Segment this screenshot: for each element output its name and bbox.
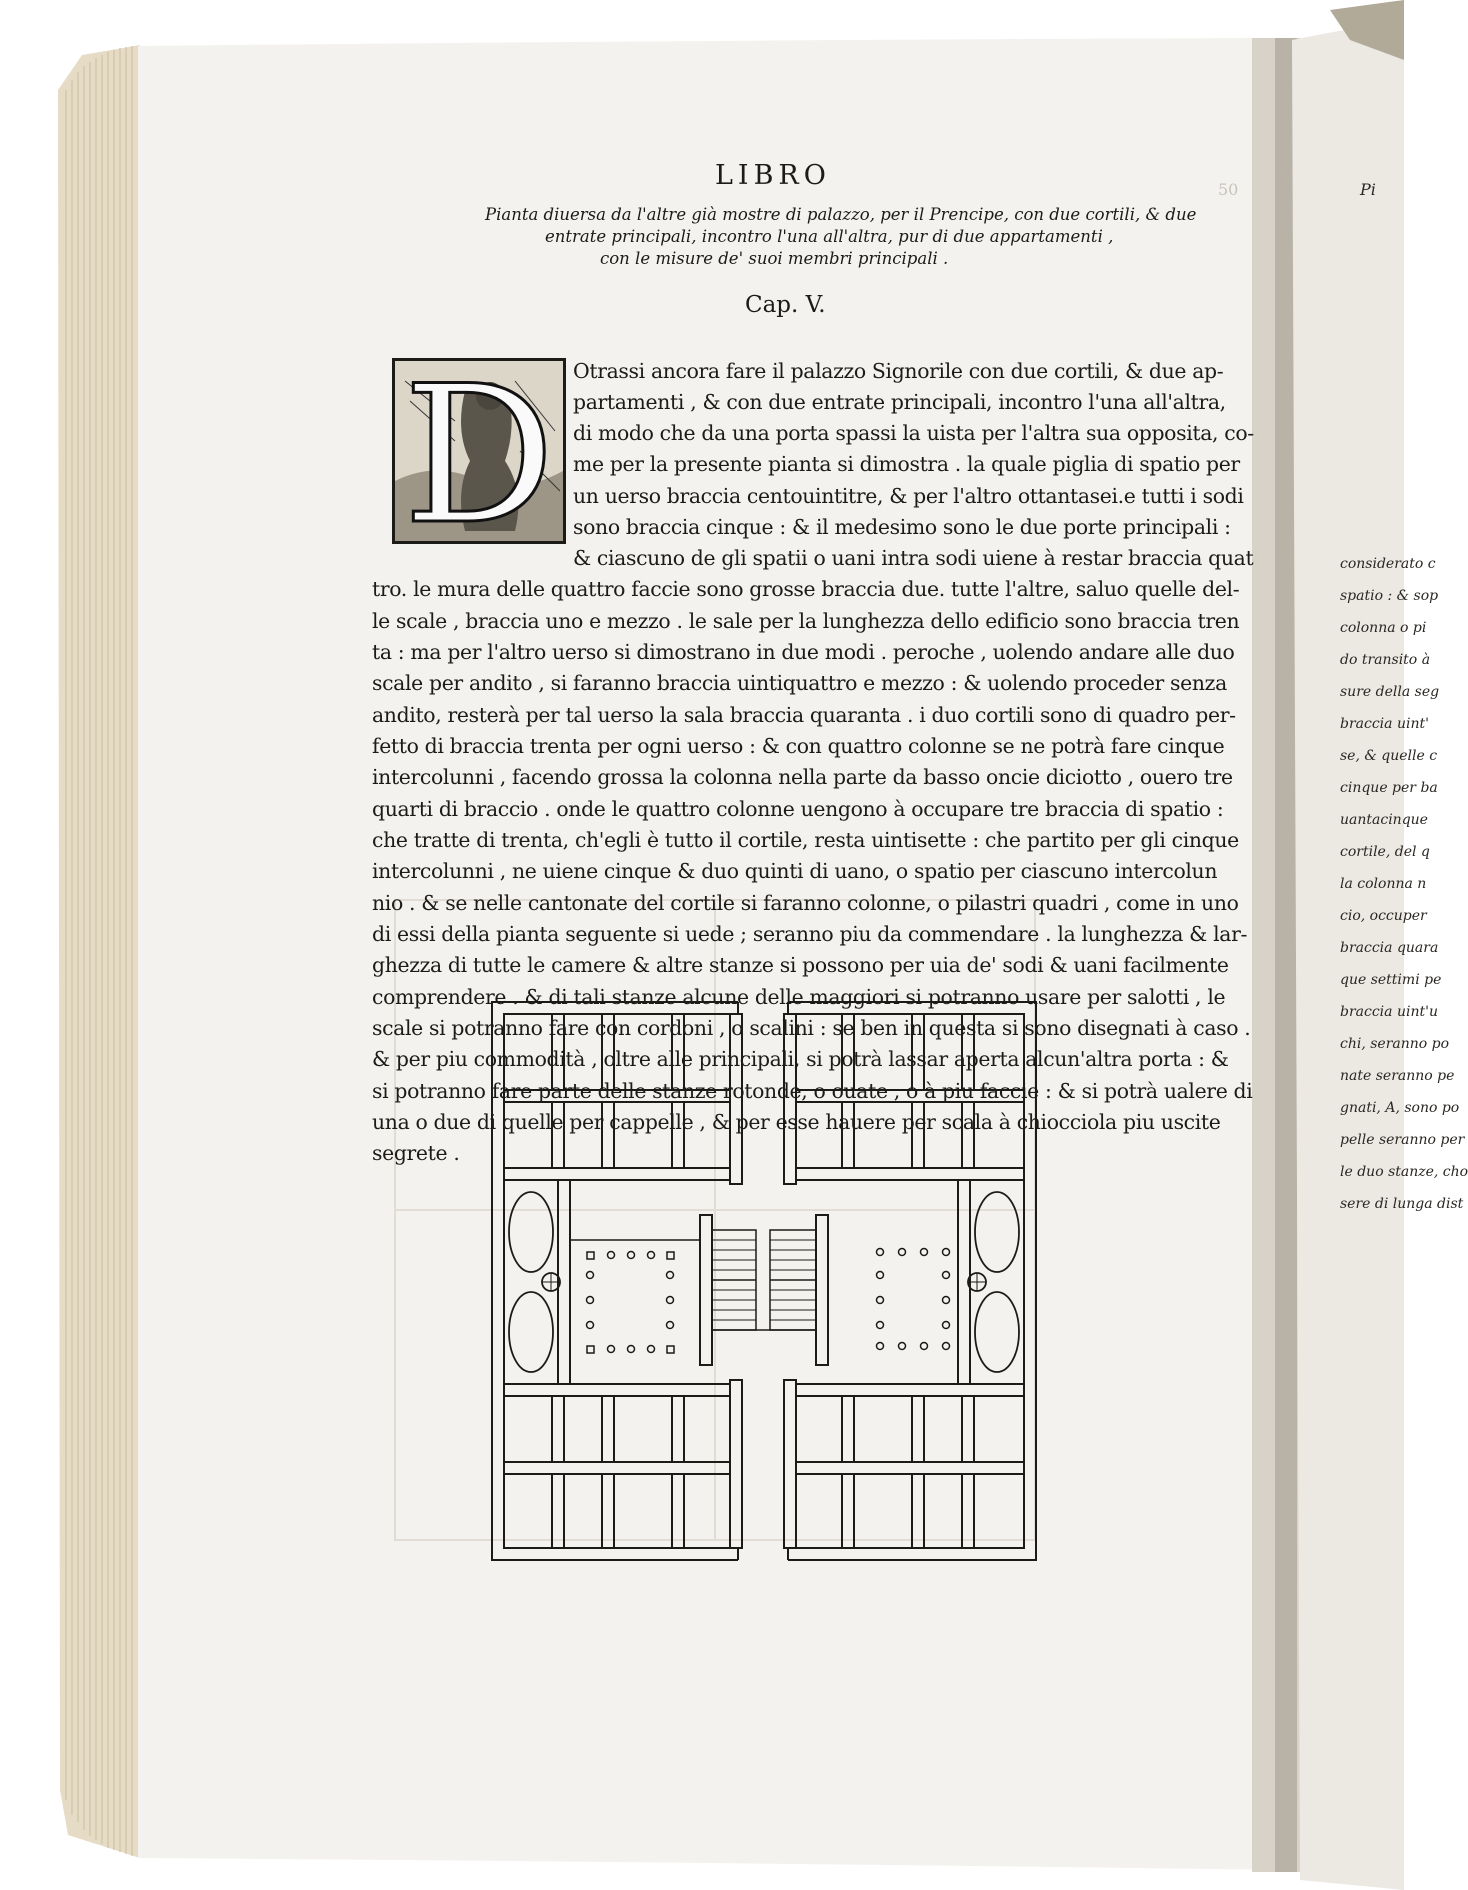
subtitle-line-2: entrate principali, incontro l'una all'altra, pur di due appartamenti , <box>545 227 1114 246</box>
right-page-line: cortile, del q <box>1340 844 1430 860</box>
body-line: & ciascuno de gli spatii o uani intra sodi uiene à restar braccia quat <box>573 546 1254 570</box>
body-line: Otrassi ancora fare il palazzo Signorile con due cortili, & due ap- <box>573 359 1224 383</box>
subtitle-line-1: Pianta diuersa da l'altre già mostre di palazzo, per il Prencipe, con due cortili, & due <box>485 205 1197 224</box>
body-line: un uerso braccia centouintitre, & per l'altro ottantasei.e tutti i sodi <box>573 484 1244 508</box>
right-page-heading-fragment: Pi <box>1360 180 1376 199</box>
body-line: ta : ma per l'altro uerso si dimostrano in due modi . peroche , uolendo andare alle duo <box>372 640 1235 664</box>
right-page-line: braccia uint' <box>1340 716 1429 732</box>
right-page-line: que settimi pe <box>1340 972 1442 988</box>
body-line: una o due di quelle per cappelle , & per esse hauere per scala à chiocciola piu uscite <box>372 1110 1221 1134</box>
body-line: intercolunni , facendo grossa la colonna nella parte da basso oncie diciotto , ouero tre <box>372 765 1233 789</box>
initial-letter: D <box>402 345 556 566</box>
body-line: tro. le mura delle quattro faccie sono grosse braccia due. tutte l'altre, saluo quelle del- <box>372 577 1240 601</box>
right-page-line: spatio : & sop <box>1340 588 1439 604</box>
right-page-line: pelle seranno per <box>1340 1132 1465 1148</box>
right-page-line: uantacinque <box>1340 812 1428 828</box>
body-line: comprendere . & di tali stanze alcune delle maggiori si potranno usare per salotti , le <box>372 985 1226 1009</box>
body-line: che tratte di trenta, ch'egli è tutto il cortile, resta uintisette : che partito per gli cinque <box>372 828 1239 852</box>
chapter-heading: Cap. V. <box>745 292 826 318</box>
page-number-showthrough: 50 <box>1218 180 1239 199</box>
body-line: fetto di braccia trenta per ogni uerso : & con quattro colonne se ne potrà fare cinque <box>372 734 1225 758</box>
body-line: andito, resterà per tal uerso la sala braccia quaranta . i duo cortili sono di quadro per- <box>372 703 1236 727</box>
body-line: scale si potranno fare con cordoni , o scalini : se ben in questa si sono disegnati à caso . <box>372 1016 1251 1040</box>
right-page-line: braccia quara <box>1340 940 1439 956</box>
decorated-initial <box>392 345 566 566</box>
right-page-line: gnati, A, sono po <box>1340 1100 1460 1116</box>
body-line: di essi della pianta seguente si uede ; seranno piu da commendare . la lunghezza & lar- <box>372 922 1248 946</box>
right-page-line: do transito à <box>1340 652 1431 668</box>
right-page-line: nate seranno pe <box>1340 1068 1455 1084</box>
body-line: le scale , braccia uno e mezzo . le sale per la lunghezza dello edificio sono braccia tren <box>372 609 1240 633</box>
body-line: segrete . <box>372 1141 460 1165</box>
right-page-line: cio, occuper <box>1340 908 1427 924</box>
right-page-line: la colonna n <box>1340 876 1427 892</box>
page-stack-edge <box>58 45 140 1858</box>
body-line: scale per andito , si faranno braccia uintiquattro e mezzo : & uolendo proceder senza <box>372 671 1227 695</box>
body-line: quarti di braccio . onde le quattro colonne uengono à occupare tre braccia di spatio : <box>372 797 1224 821</box>
right-page-line: se, & quelle c <box>1340 748 1438 764</box>
body-line: di modo che da una porta spassi la uista per l'altra sua opposita, co- <box>573 421 1254 445</box>
right-page-line: braccia uint'u <box>1340 1004 1438 1020</box>
body-line: ghezza di tutte le camere & altre stanze si possono per uia de' sodi & uani facilmente <box>372 953 1229 977</box>
running-title: LIBRO <box>715 160 831 191</box>
right-page-line: cinque per ba <box>1340 780 1438 796</box>
right-page-line: sure della seg <box>1340 684 1440 700</box>
right-page-line: le duo stanze, cho <box>1340 1164 1468 1180</box>
body-line: partamenti , & con due entrate principali, incontro l'una all'altra, <box>573 390 1226 414</box>
right-page-line: chi, seranno po <box>1340 1036 1450 1052</box>
body-line: & per piu commodità , oltre alle principali, si potrà lassar aperta alcun'altra porta : & <box>372 1047 1229 1071</box>
body-line: me per la presente pianta si dimostra . la quale piglia di spatio per <box>573 452 1240 476</box>
subtitle-line-3: con le misure de' suoi membri principali . <box>600 249 949 268</box>
body-line: si potranno fare parte delle stanze rotonde, o ouate , o à piu faccie : & si potrà ualere di <box>372 1079 1253 1103</box>
body-line: sono braccia cinque : & il medesimo sono le due porte principali : <box>573 515 1231 539</box>
right-page-line: colonna o pi <box>1340 620 1427 636</box>
right-page-line: sere di lunga dist <box>1340 1196 1464 1212</box>
body-line: nio . & se nelle cantonate del cortile si faranno colonne, o pilastri quadri , come in uno <box>372 891 1239 915</box>
right-page-line: considerato c <box>1340 556 1436 572</box>
body-line: intercolunni , ne uiene cinque & duo quinti di uano, o spatio per ciascuno intercolun <box>372 859 1218 883</box>
